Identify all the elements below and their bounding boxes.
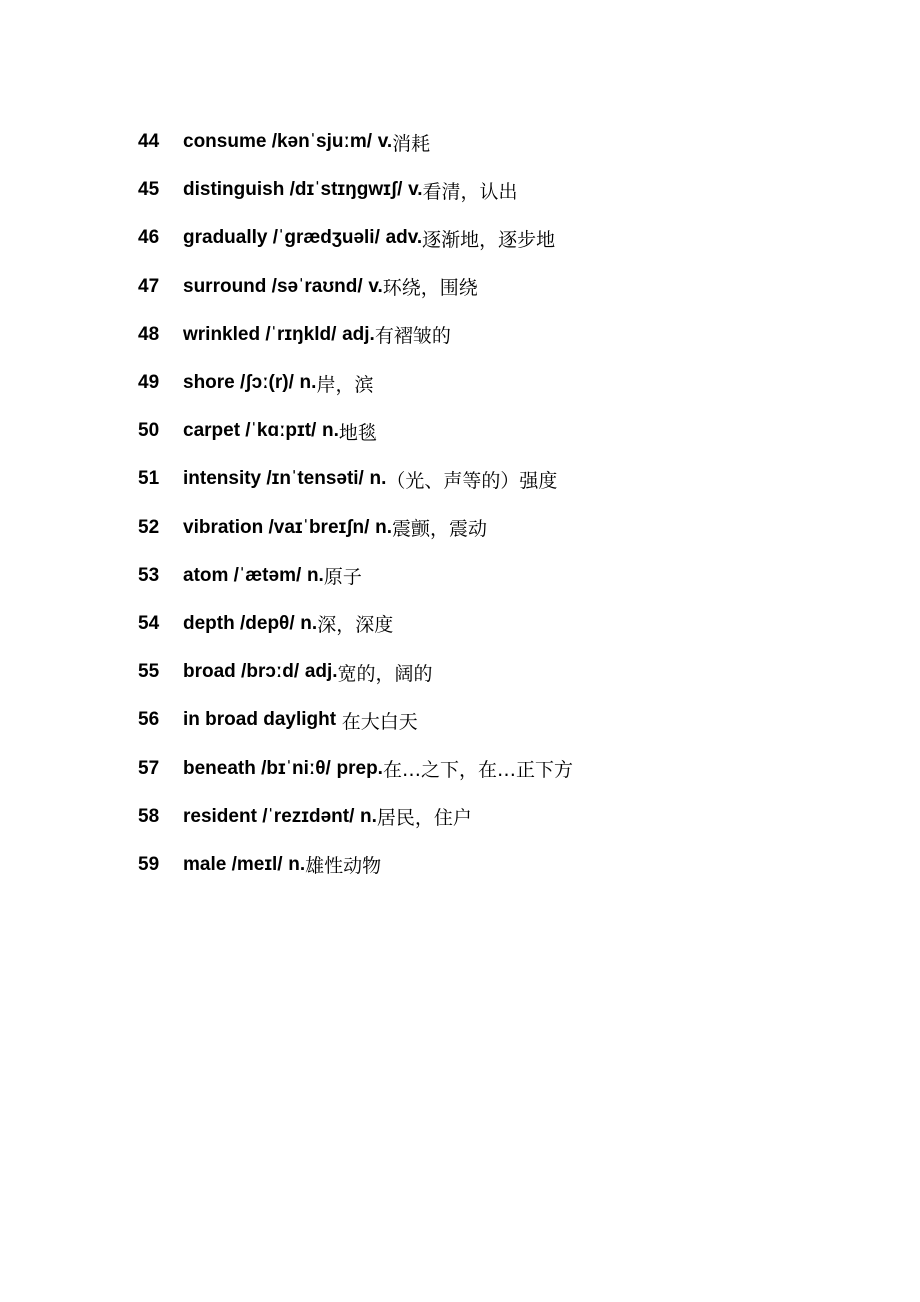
entry-number: 56 <box>138 709 160 731</box>
vocab-entry-45 <box>138 166 878 214</box>
entry-meaning: 宽的，阔的 <box>337 662 433 685</box>
entry-number: 57 <box>138 757 160 779</box>
entry-part-of-speech: n. <box>288 853 306 875</box>
entry-number: 58 <box>138 805 160 827</box>
entry-term: surround /səˈraʊnd/ <box>183 275 363 297</box>
vocab-entry-53 <box>138 552 878 600</box>
entry-meaning: 深，深度 <box>317 614 394 637</box>
entry-part-of-speech: prep. <box>336 757 383 779</box>
entry-term: beneath /bɪˈniːθ/ <box>183 757 331 779</box>
entry-part-of-speech: n. <box>369 468 387 490</box>
entry-number: 50 <box>138 420 160 442</box>
entry-part-of-speech: adj. <box>304 661 338 683</box>
entry-meaning: 居民，住户 <box>376 807 472 830</box>
entry-number: 51 <box>138 468 160 490</box>
entry-number: 44 <box>138 131 160 153</box>
entry-part-of-speech: n. <box>306 564 324 586</box>
entry-number: 48 <box>138 323 160 345</box>
entry-part-of-speech: n. <box>360 805 377 827</box>
vocab-entry-46 <box>138 214 878 262</box>
entry-term: consume /kənˈsjuːm/ <box>183 131 372 153</box>
entry-meaning: 在大白天 <box>341 710 418 733</box>
entry-term: vibration /vaɪˈbreɪʃn/ <box>183 516 370 538</box>
entry-meaning: （光、声等的）强度 <box>386 469 558 492</box>
entry-number: 53 <box>138 564 160 586</box>
entry-number: 46 <box>138 227 160 249</box>
entry-number: 54 <box>138 612 160 634</box>
entry-meaning: 逐渐地，逐步地 <box>422 228 556 251</box>
vocab-entry-56 <box>138 696 878 744</box>
entry-term: male /meɪl/ <box>183 853 283 875</box>
vocab-entry-51 <box>138 455 878 503</box>
vocab-entry-49 <box>138 359 878 407</box>
vocab-entry-47 <box>138 263 878 311</box>
entry-meaning: 环绕，围绕 <box>382 277 478 300</box>
entry-part-of-speech: v. <box>408 179 423 201</box>
entry-term: intensity /ɪnˈtensəti/ <box>183 468 364 490</box>
entry-meaning: 在…之下，在…正下方 <box>382 759 573 782</box>
entry-term: carpet /ˈkɑːpɪt/ <box>183 420 317 442</box>
entry-part-of-speech: n. <box>299 372 317 394</box>
entry-number: 47 <box>138 275 160 297</box>
entry-meaning: 消耗 <box>392 132 431 155</box>
entry-term: depth /depθ/ <box>183 612 295 634</box>
vocab-entry-54 <box>138 600 878 648</box>
vocab-entry-50 <box>138 407 878 455</box>
entry-part-of-speech: v. <box>368 275 383 297</box>
entry-term: resident /ˈrezɪdənt/ <box>183 805 355 827</box>
vocab-entry-58 <box>138 793 878 841</box>
entry-part-of-speech: n. <box>375 516 393 538</box>
vocab-entry-57 <box>138 744 878 792</box>
entry-part-of-speech: adv. <box>385 227 423 249</box>
entry-term: gradually /ˈɡrædʒuəli/ <box>183 227 380 249</box>
entry-part-of-speech: n. <box>322 420 339 442</box>
entry-number: 52 <box>138 516 160 538</box>
entry-part-of-speech: v. <box>377 131 393 153</box>
entry-number: 49 <box>138 372 160 394</box>
vocab-entry-44 <box>138 118 878 166</box>
entry-meaning: 岸，滨 <box>316 373 374 396</box>
entry-term: broad /brɔːd/ <box>183 661 300 683</box>
entry-meaning: 看清，认出 <box>422 180 518 203</box>
entry-meaning: 地毯 <box>338 421 377 444</box>
vocabulary-list <box>138 118 878 889</box>
vocab-entry-59 <box>138 841 878 889</box>
entry-meaning: 有褶皱的 <box>374 325 451 348</box>
vocab-entry-55 <box>138 648 878 696</box>
entry-term: distinguish /dɪˈstɪŋɡwɪʃ/ <box>183 179 403 201</box>
entry-term: atom /ˈætəm/ <box>183 564 302 586</box>
vocab-entry-48 <box>138 311 878 359</box>
entry-part-of-speech: n. <box>300 612 318 634</box>
entry-number: 45 <box>138 179 160 201</box>
entry-number: 55 <box>138 661 160 683</box>
entry-meaning: 原子 <box>323 566 362 589</box>
entry-part-of-speech: adj. <box>342 323 375 345</box>
entry-term: shore /ʃɔː(r)/ <box>183 372 294 394</box>
entry-term: in broad daylight <box>183 709 337 731</box>
entry-meaning: 雄性动物 <box>305 855 382 878</box>
vocab-entry-52 <box>138 504 878 552</box>
entry-number: 59 <box>138 853 160 875</box>
entry-term: wrinkled /ˈrɪŋkld/ <box>183 323 337 345</box>
entry-meaning: 震颤，震动 <box>392 518 488 541</box>
